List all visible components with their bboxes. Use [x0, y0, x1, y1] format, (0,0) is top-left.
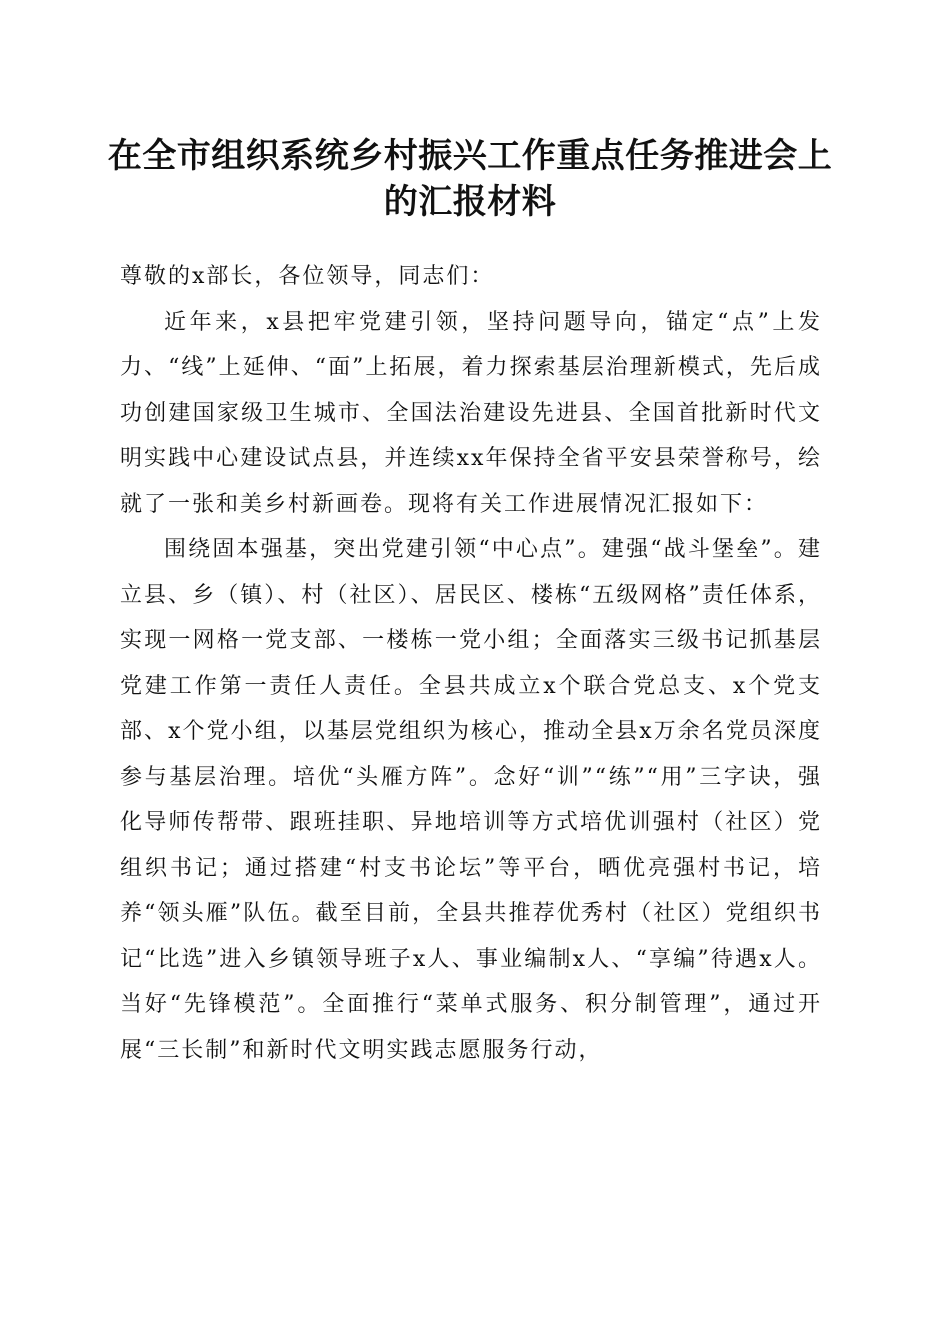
paragraph-party-building: 围绕固本强基，突出党建引领“中心点”。建强“战斗堡垒”。建立县、乡（镇）、村（社区）、居民区、楼栋“五级网格”责任体系，实现一网格一党支部、一楼栋一党小组；全面落实三级书记抓基层党建工作第一责任人责任。全县共成立x个联合党总支、x个党支部、x个党小组，以基层党组织为核心，推动全县x万余名党员深度参与基层治理。培优“头雁方阵”。念好“训”“练”“用”三字诀，强化导师传帮带、跟班挂职、异地培训等方式培优训强村（社区）党组织书记；通过搭建“村支书论坛”等平台，晒优亮强村书记，培养“领头雁”队伍。截至目前，全县共推荐优秀村（社区）党组织书记“比选”进入乡镇领导班子x人、事业编制x人、“享编”待遇x人。当好“先锋模范”。全面推行“菜单式服务、积分制管理”，通过开展“三长制”和新时代文明实践志愿服务行动，: [120, 537, 822, 1063]
salutation: 尊敬的x部长，各位领导，同志们：: [120, 264, 495, 289]
document-title: 在全市组织系统乡村振兴工作重点任务推进会上的汇报材料: [107, 136, 833, 222]
document-body: [120, 254, 822, 1073]
paragraph-intro: 近年来，x县把牢党建引领，坚持问题导向，锚定“点”上发力、“线”上延伸、“面”上拓展，着力探索基层治理新模式，先后成功创建国家级卫生城市、全国法治建设先进县、全国首批新时代文明实践中心建设试点县，并连续xx年保持全省平安县荣誉称号，绘就了一张和美乡村新画卷。现将有关工作进展情况汇报如下：: [120, 309, 822, 517]
